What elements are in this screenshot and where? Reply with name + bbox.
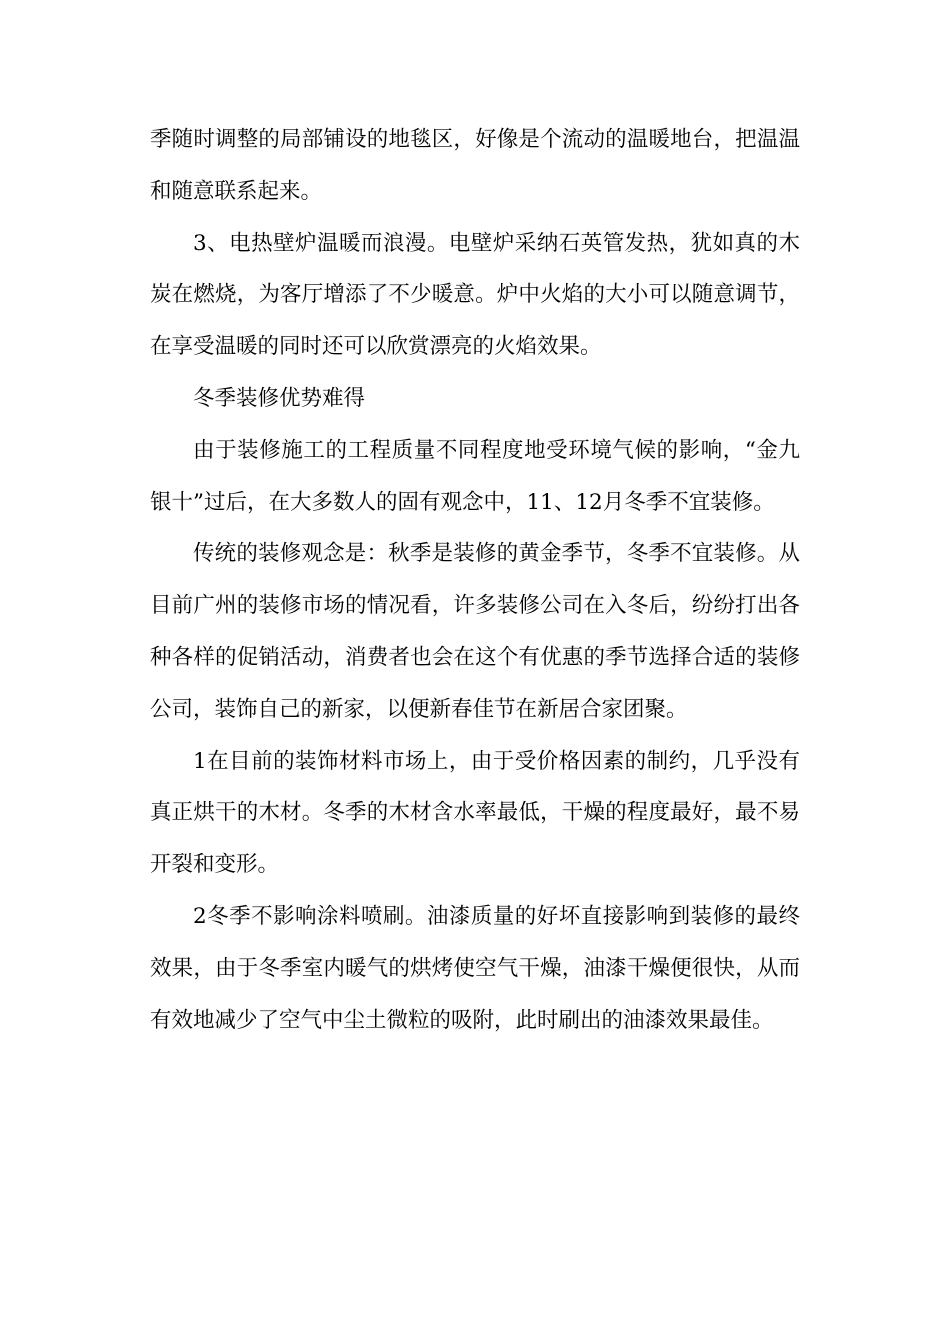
paragraph-electric-fireplace: 3、电热壁炉温暖而浪漫。电壁炉采纳石英管发热，犹如真的木炭在燃烧，为客厅增添了不少暖意。炉中火焰的大小可以随意调节，在享受温暖的同时还可以欣赏漂亮的火焰效果。 <box>150 230 800 360</box>
paragraph-continuation: 季随时调整的局部铺设的地毯区，好像是个流动的温暖地台，把温温和随意联系起来。 <box>150 127 800 204</box>
paragraph-climate-influence: 由于装修施工的工程质量不同程度地受环境气候的影响，“金九银十”过后，在大多数人的固有观念中，11、12月冬季不宜装修。 <box>150 437 800 515</box>
paragraph-traditional-view: 传统的装修观念是：秋季是装修的黄金季节，冬季不宜装修。从目前广州的装修市场的情况看，许多装修公司在入冬后，纷纷打出各种各样的促销活动，消费者也会在这个有优惠的季节选择合适的装修公司，装饰自己的新家，以便新春佳节在新居合家团聚。 <box>150 541 800 722</box>
paragraph-point-2-paint: 2冬季不影响涂料喷刷。油漆质量的好坏直接影响到装修的最终效果，由于冬季室内暖气的烘烤使空气干燥，油漆干燥便很快，从而有效地减少了空气中尘土微粒的吸附，此时刷出的油漆效果最佳。 <box>150 903 800 1033</box>
document-page <box>150 114 800 1046</box>
paragraph-point-1-wood: 1在目前的装饰材料市场上，由于受价格因素的制约，几乎没有真正烘干的木材。冬季的木材含水率最低，干燥的程度最好，最不易开裂和变形。 <box>150 748 800 878</box>
section-heading: 冬季装修优势难得 <box>193 385 366 411</box>
